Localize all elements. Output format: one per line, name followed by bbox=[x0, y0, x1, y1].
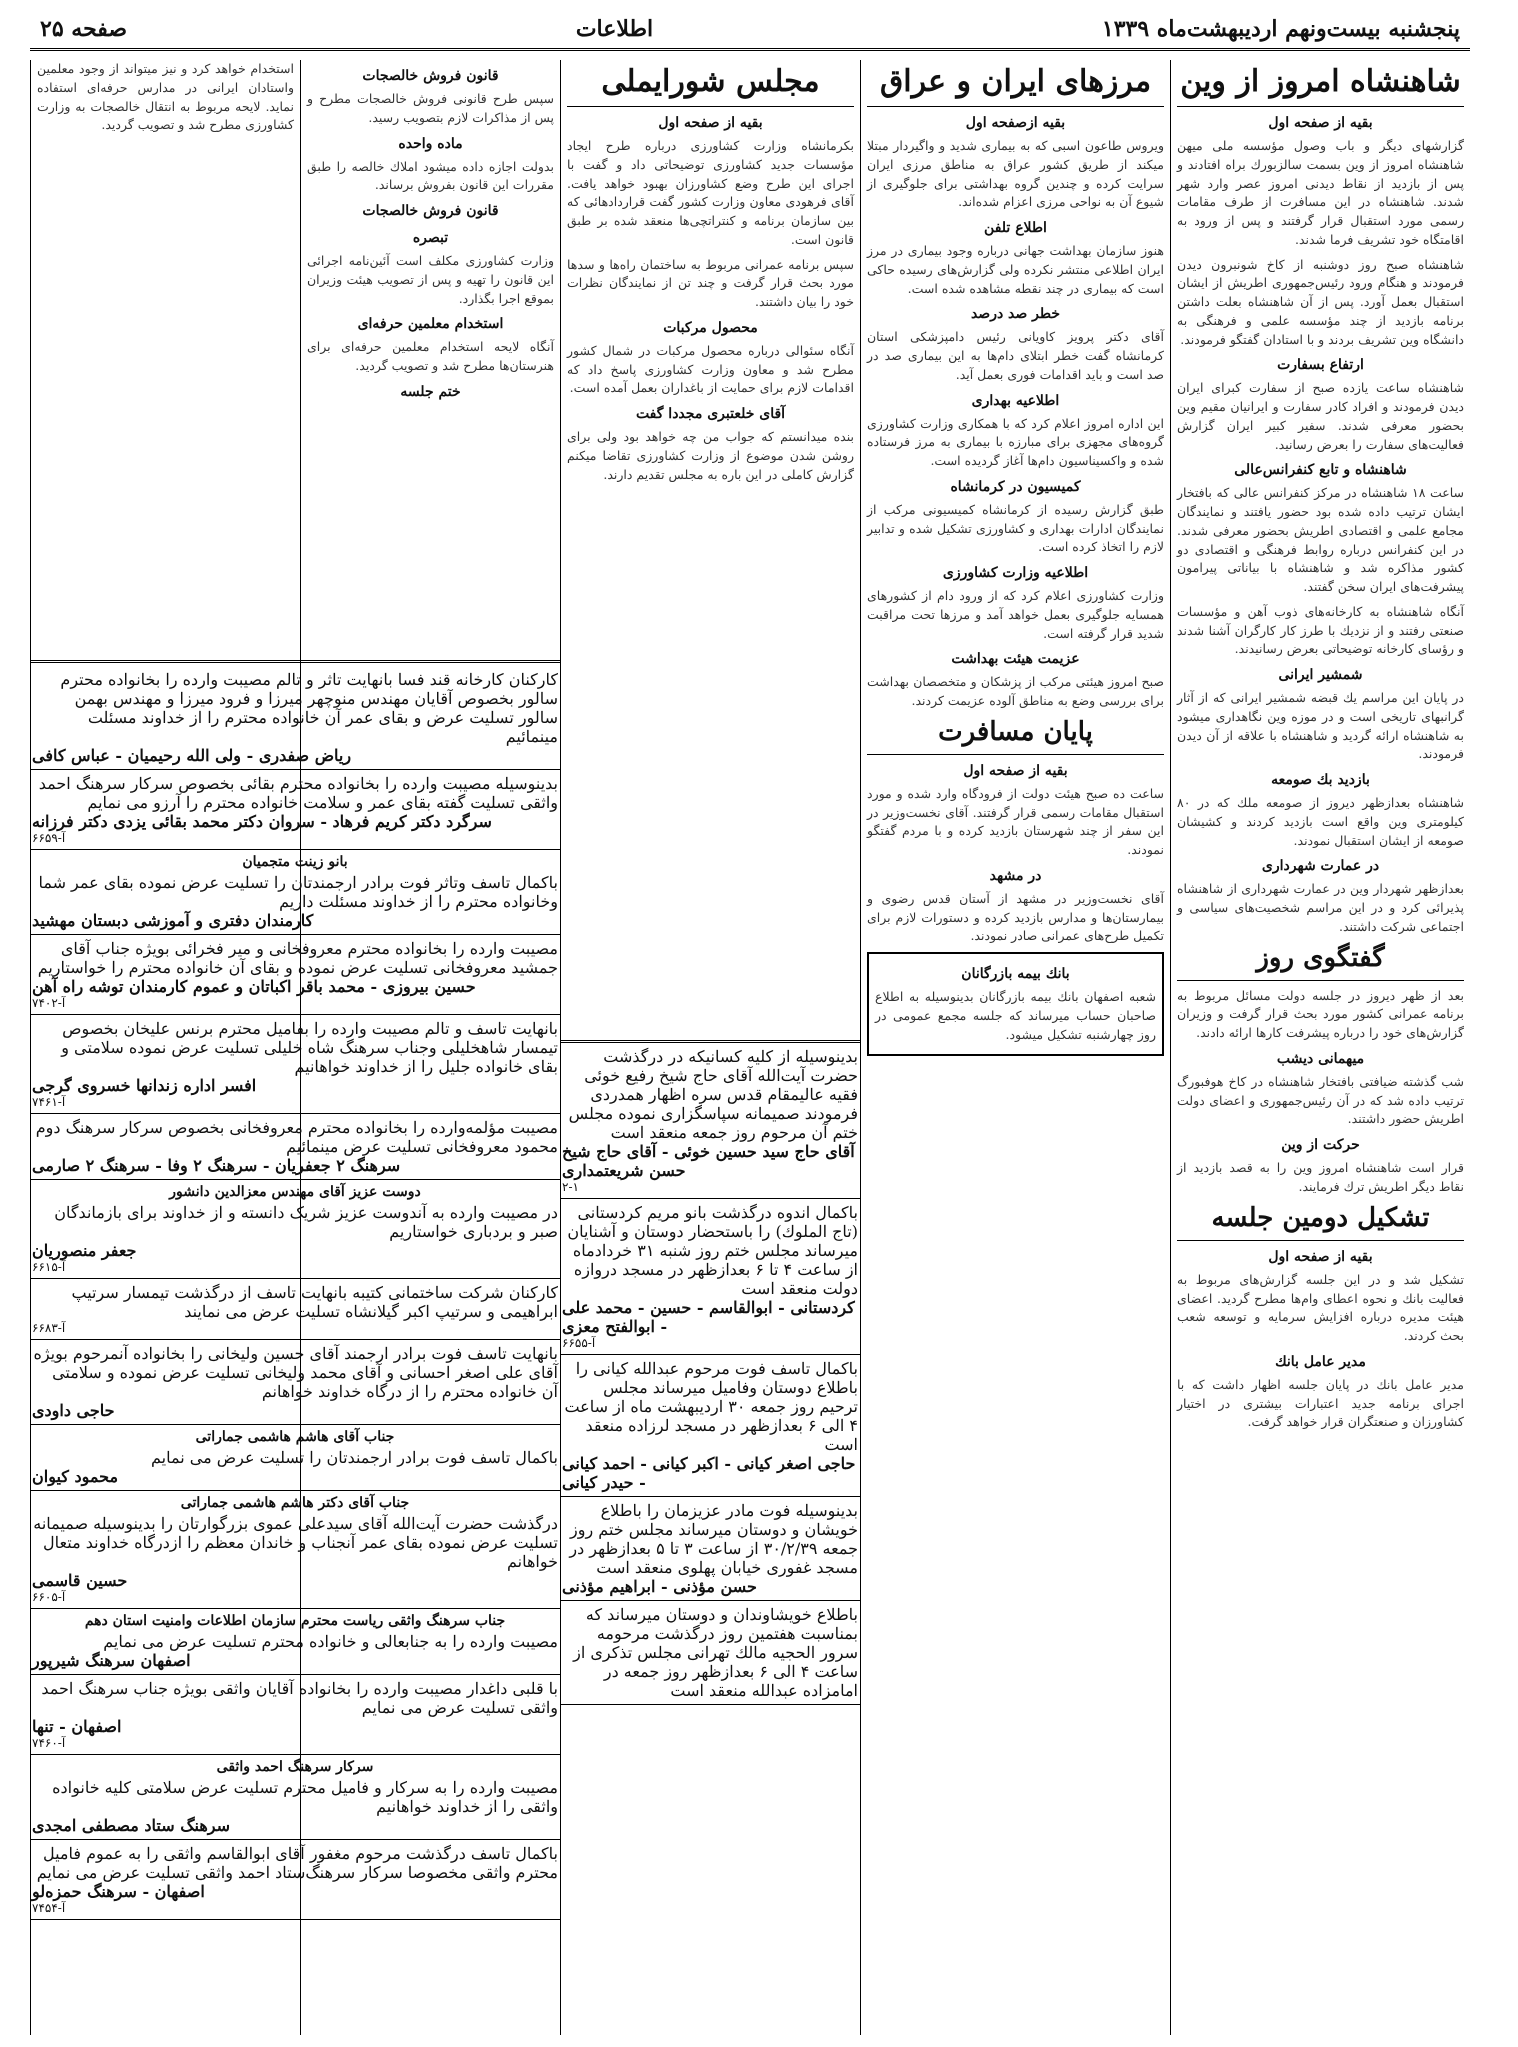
notice: کارکنان کارخانه قند فسا بانهایت تاثر و تالم مصیبت وارده را بخانواده محترم سالور بخصوص آقایان مهندس منوچهر میرزا و فرود میرزا و مهندس بهمن سالور تسلیت عرض و بقای عمر آن خانواده محترم را از خداوند مسئلت مینمائیم ریاض صفدری - ولی الله رحیمیان - عباس کافی bbox=[30, 663, 560, 770]
subhead: مدیر عامل بانك bbox=[1275, 1353, 1366, 1370]
masthead bbox=[30, 10, 1470, 51]
subhead: بقیه از صفحه اول bbox=[963, 762, 1068, 779]
article-text: سپس طرح قانونی فروش خالصجات مطرح و پس از مذاکرات لازم بتصویب رسید. bbox=[307, 91, 554, 125]
article-text: بدولت اجازه داده میشود املاك خالصه را طبق مقررات این قانون بفروش برساند. bbox=[307, 158, 554, 193]
article-text: در پایان این مراسم یك قبضه شمشیر ایرانی که از آثار گرانبهای تاریخی است و در موزه وین نگاهداری میشود به شاهنشاه ارائه گردید و شاهنشاه با علاقه از آن دیدن فرمودند. bbox=[1177, 690, 1464, 762]
article-text: آنگاه لایحه استخدام معلمین حرفه‌ای برای هنرستان‌ها مطرح شد و تصویب گردید. bbox=[307, 339, 554, 373]
subhead: ختم جلسه bbox=[400, 383, 461, 400]
article-text: تشکیل شد و در این جلسه گزارش‌های مربوط به فعالیت بانك و نحوه اعطای وام‌ها مطرح گردید. اعضای هیئت مدیره درباره افزایش سرمایه و توسعه شعب بحث کردند. bbox=[1177, 1271, 1464, 1344]
article-text: آنگاه شاهنشاه به کارخانه‌های ذوب آهن و مؤسسات صنعتی رفتند و از نزدیك با طرز کار کارگران آشنا شدند و رؤسای کارخانه توضیحاتی بعرض رسانیدند. bbox=[1177, 603, 1464, 657]
notice: جناب سرهنگ واثقی ریاست محترم سازمان اطلاعات وامنیت استان دهم مصیبت وارده را به جنابعالی و خانواده محترم تسلیت عرض می نمایم اصفهان سرهنگ شیرپور bbox=[30, 1609, 560, 1675]
article-text: بکرمانشاه وزارت کشاورزی درباره طرح ایجاد مؤسسات جدید کشاورزی توضیحاتی داد و گفت با اجرای این طرح وضع کشاورزان بهبود خواهد یافت. آقای فرهودی معاون وزارت کشور گفت قراردادهائی که بین سازمان برنامه و کنتراتچی‌ها منعقد شده بر طبق قانون است. bbox=[567, 138, 854, 247]
newspaper-page bbox=[30, 60, 1470, 2035]
article-text: شاهنشاه صبح روز دوشنبه از کاخ شونبرون دیدن فرمودند و هنگام ورود رئیس‌جمهوری اطریش از ایشان استقبال بعمل آورد. پس از آن شاهنشاه بعلت داشتن برنامه بازدید از چند مؤسسه علمی و فرهنگی به دانشگاه وین تشریف بردند و با استادان گفتگو فرمودند. bbox=[1177, 256, 1464, 347]
subhead: شمشیر ایرانی bbox=[1278, 667, 1363, 683]
ad-title: بانك بیمه بازرگانان bbox=[961, 966, 1070, 983]
article-text: استخدام خواهد کرد و نیز میتواند از وجود معلمین واستادان ایرانی در مدارس حرفه‌ای استفاده نماید. لایحه مربوط به انتقال خالصجات به وزارت کشاورزی مطرح شد و تصویب گردید. bbox=[37, 61, 294, 133]
notice: بدینوسیله از کلیه کسانیکه در درگذشت حضرت آیت‌الله آقای حاج شیخ رفیع خوئی فقیه عالیمقام قدس سره اظهار همدردی فرمودند صمیمانه سپاسگزاری نموده مجلس ختم آن مرحوم روز جمعه منعقد است آقای حاج سید حسین خوئی - آقای حاج شیخ حسن شریعتمداری ۲-۱ bbox=[560, 1043, 860, 1199]
subhead: بقیه از صفحه اول bbox=[1268, 115, 1373, 131]
notice: جناب آقای هاشم هاشمی جماراتی باکمال تاسف فوت برادر ارجمندتان را تسلیت عرض می نمایم محمود کیوان bbox=[30, 1425, 560, 1491]
subhead: در مشهد bbox=[989, 867, 1042, 884]
subhead: اطلاع تلفن bbox=[984, 220, 1047, 236]
subhead: آقای خلعتبری مجددا گفت bbox=[635, 406, 786, 422]
notice: بانو زینت متجمیان باکمال تاسف وتاثر فوت برادر ارجمندتان را تسلیت عرض نموده بقای عمر شما وخانواده محترم را از خداوند مسئلت داریم کارمندان دفتری و آموزشی دبستان مهشید bbox=[30, 850, 560, 935]
notice: باطلاع خویشاوندان و دوستان میرساند که بمناسبت هفتمین روز درگذشت مرحومه سرور الحجیه مالك تهرانی مجلس تذکری از ساعت ۴ الی ۶ بعدازظهر روز جمعه در امامزاده عبدالله منعقد است bbox=[560, 1601, 860, 1705]
article-text: بعد از ظهر دیروز در جلسه دولت مسائل مربوط به برنامه عمرانی کشور مورد بحث قرار گرفت و وزیران گزارش‌های خود را درباره پیشرفت کارها ارائه دادند. bbox=[1177, 987, 1464, 1041]
advertisement-box bbox=[867, 952, 1164, 1056]
headline-goftegoo: گفتگوی روز bbox=[1177, 943, 1464, 981]
subhead: بقیه ازصفحه اول bbox=[965, 115, 1066, 131]
subhead: اطلاعیه وزارت کشاورزی bbox=[942, 565, 1089, 581]
subhead: بقیه از صفحه اول bbox=[1268, 1248, 1373, 1265]
article-text: وزارت کشاورزی مکلف است آئین‌نامه اجرائی این قانون را تهیه و پس از تصویب هیئت وزیران بموقع اجرا بگذارد. bbox=[307, 253, 554, 306]
column-shahanshah bbox=[1170, 60, 1470, 2035]
notice: باکمال اندوه درگذشت بانو مریم کردستانی (تاج الملوك) را باستحضار دوستان و آشنایان میرساند مجلس ختم روز شنبه ۳۱ خردادماه از ساعت ۴ تا ۶ بعدازظهر در مسجد دروازه دولت منعقد است کردستانی - ابوالقاسم - حسین - محمد علی - ابوالفتح معزی آ-۶۶۵۵ bbox=[560, 1199, 860, 1355]
subhead: خطر صد درصد bbox=[970, 306, 1061, 323]
headline-payan-mosaferat: پایان مسافرت bbox=[867, 717, 1164, 755]
notice: بانهایت تاسف و تالم مصیبت وارده را بفامیل محترم برنس علیخان بخصوص تیمسار شاهخلیلی وجناب سرهنگ شاه خلیلی تسلیت عرض نموده سلامتی و بقای خانواده جلیل را از خداوند خواهانیم افسر اداره زندانها خسروی گرجی آ-۷۴۶۱ bbox=[30, 1015, 560, 1114]
subhead: بازدید بك صومعه bbox=[1271, 772, 1370, 788]
article-text: سپس برنامه عمرانی مربوط به ساختمان راه‌ها و سدها مورد بحث قرار گرفت و چند تن از نمایندگان نظرات خود را بیان داشتند. bbox=[567, 256, 854, 309]
notice: کارکنان شرکت ساختمانی کتیبه بانهایت تاسف از درگذشت تیمسار سرتیپ ابراهیمی و سرتیپ اکبر گیلانشاه تسلیت عرض می نمایند آ-۶۶۸۳ bbox=[30, 1279, 560, 1340]
subhead: اطلاعیه بهداری bbox=[971, 392, 1060, 409]
article-text: ویروس طاعون اسبی که به بیماری شدید و واگیردار مبتلا میکند از طریق کشور عراق به مناطق مرزی ایران سرایت کرده و چندین گروه بهداشتی برای جلوگیری از شیوع آن به نواحی مرزی اعزام شده‌اند. bbox=[867, 138, 1164, 210]
headline-jalase: تشکیل دومین جلسه bbox=[1177, 1203, 1464, 1241]
headline-marzha: مرزهای ایران و عراق bbox=[867, 64, 1164, 107]
subhead: تبصره bbox=[412, 230, 449, 246]
article-text: آقای نخست‌وزیر در مشهد از آستان قدس رضوی و بیمارستان‌ها و مدارس بازدید کرده و دستورات لازم برای تکمیل طرح‌های عمرانی صادر نمودند. bbox=[867, 890, 1164, 944]
notice: بدینوسیله مصیبت وارده را بخانواده محترم بقائی بخصوص سرکار سرهنگ احمد واثقی تسلیت گفته بقای عمر و سلامت خانواده محترم را آرزو می نمایم سرگرد دکتر کریم فرهاد - سروان دکتر محمد بقائی یزدی دکتر فرزانه آ-۶۶۵۹ bbox=[30, 770, 560, 850]
issue-date: پنجشنبه بیست‌ونهم اردیبهشت‌ماه ۱۳۳۹ bbox=[1101, 16, 1460, 42]
subhead: کمیسیون در کرمانشاه bbox=[950, 478, 1081, 495]
notice: بدینوسیله فوت مادر عزیزمان را باطلاع خویشان و دوستان میرساند مجلس ختم روز جمعه ۳۰/۲/۳۹ از ساعت ۳ تا ۵ بعدازظهر در مسجد غفوری خیابان پهلوی منعقد است حسن مؤذنی - ابراهیم مؤذنی bbox=[560, 1497, 860, 1601]
notice: مصیبت مؤلمه‌وارده را بخانواده محترم معروفخانی بخصوص سرکار سرهنگ دوم محمود معروفخانی تسلیت عرض مینمائیم سرهنگ ۲ جعفریان - سرهنگ ۲ وفا - سرهنگ ۲ صارمی bbox=[30, 1114, 560, 1180]
article-text: بعدازظهر شهردار وین در عمارت شهرداری از شاهنشاه پذیرائی کرد و در این مراسم شخصیت‌های سیاسی و اجتماعی شرکت داشتند. bbox=[1177, 881, 1464, 934]
subhead: عزیمت هیئت بهداشت bbox=[951, 651, 1080, 668]
article-text: ساعت ۱۸ شاهنشاه در مرکز کنفرانس عالی که بافتخار ایشان ترتیب داده شده بود حضور یافتند و نمایندگان مجامع علمی و اقتصادی اطریش بحضور معرفی شدند. در این کنفرانس درباره روابط فرهنگی و اقتصادی دو کشور مذاکره شد و شاهنشاه با بیاناتی پیرامون پیشرفت‌های ایران سخن گفتند. bbox=[1177, 485, 1464, 594]
subhead: شاهنشاه و تابع کنفرانس‌عالی bbox=[1234, 462, 1407, 479]
headline-majlis: مجلس شورایملی bbox=[567, 64, 854, 107]
article-text: وزارت کشاورزی اعلام کرد که از ورود دام از کشورهای همسایه جلوگیری بعمل خواهد آمد و مرزها تحت مراقبت شدید قرار گرفته است. bbox=[867, 588, 1164, 641]
headline-shahanshah: شاهنشاه امروز از وین bbox=[1177, 64, 1464, 107]
subhead: در عمارت شهرداری bbox=[1261, 858, 1380, 875]
subhead: بقیه از صفحه اول bbox=[658, 115, 763, 131]
notice: مصیبت وارده را بخانواده محترم معروفخانی و میر فخرائی بویژه جناب آقای جمشید معروفخانی تسلیت عرض نموده و بقای آن خانواده محترم را خواستاریم حسین بیروزی - محمد باقر اکباتان و عموم کارمندان توشه راه آهن آ-۷۴۰۲ bbox=[30, 935, 560, 1015]
article-text: قرار است شاهنشاه امروز وین را به قصد بازدید از نقاط دیگر اطریش ترك فرمایند. bbox=[1177, 1160, 1464, 1194]
notice: سرکار سرهنگ احمد واثقی مصیبت وارده را به سرکار و فامیل محترم تسلیت عرض سلامتی کلیه خانواده واثقی را از خداوند خواهانیم سرهنگ ستاد مصطفی امجدی bbox=[30, 1755, 560, 1840]
subhead: استخدام معلمین حرفه‌ای bbox=[357, 316, 504, 333]
article-text: آنگاه سئوالی درباره محصول مرکبات در شمال کشور مطرح شد و معاون وزارت کشاورزی پاسخ داد که اقدامات لازم برای حمایت از باغداران بعمل آمده است. bbox=[567, 342, 854, 396]
article-text: شاهنشاه بعدازظهر دیروز از صومعه ملك که در ۸۰ کیلومتری وین واقع است بازدید کردند و کشیشان صومعه از ایشان استقبال نمودند. bbox=[1177, 795, 1464, 848]
notice: بانهایت تاسف فوت برادر ارجمند آقای حسین ولیخانی را بخانواده آنمرحوم بویژه آقای علی اصغر احسانی و آقای محمد ولیخانی تسلیت عرض نموده و سلامتی آن خانواده محترم را از درگاه خداوند خواهانم حاجی داودی bbox=[30, 1340, 560, 1425]
notice: باکمال تاسف فوت مرحوم عبدالله کیانی را باطلاع دوستان وفامیل میرساند مجلس ترحیم روز جمعه ۳۰ اردیبهشت ماه از ساعت ۴ الی ۶ بعدازظهر در مسجد لرزاده منعقد است حاجی اصغر کیانی - اکبر کیانی - احمد کیانی - حیدر کیانی bbox=[560, 1355, 860, 1497]
page-number: صفحه ۲۵ bbox=[40, 16, 128, 42]
ad-text: شعبه اصفهان بانك بیمه بازرگانان بدینوسیله به اطلاع صاحبان حساب میرساند که جلسه مجمع عمومی در روز چهارشنبه تشکیل میشود. bbox=[875, 989, 1156, 1042]
notice: دوست عزیز آقای مهندس معزالدین دانشور در مصیبت وارده به آندوست عزیز شریک دانسته و از خداوند برای بازماندگان صبر و بردباری خواستاریم جعفر منصوریان آ-۶۶۱۵ bbox=[30, 1180, 560, 1279]
article-text: بنده میدانستم که جواب من چه خواهد بود ولی برای روشن شدن موضوع از وزارت کشاورزی تقاضا میکنم گزارش کاملی در این باره به مجلس تقدیم دارند. bbox=[567, 429, 854, 482]
subhead: ماده واحده bbox=[398, 135, 463, 152]
article-text: گزارشهای دیگر و باب وصول مؤسسه ملی میهن شاهنشاه امروز از وین بسمت سالزبورك براه افتادند و پس از بازدید از نقاط دیدنی امروز عصر وارد شهر شدند. شاهنشاه در این مسافرت از طرف مقامات رسمی مورد استقبال قرار گرفتند و پس از ورود به اقامتگاه خود تشریف فرما شدند. bbox=[1177, 138, 1464, 247]
subhead: قانون فروش خالصجات bbox=[362, 203, 499, 219]
article-text: هنوز سازمان بهداشت جهانی درباره وجود بیماری در مرز ایران اطلاعی منتشر نکرده ولی گزارش‌های رسیده حاکی است که بیماری در چند نقطه مشاهده شده است. bbox=[867, 243, 1164, 296]
subhead: ارتفاع بسفارت bbox=[1277, 357, 1364, 374]
subhead: میهمانی دیشب bbox=[1276, 1050, 1365, 1067]
subhead: حرکت از وین bbox=[1281, 1137, 1360, 1154]
article-text: طبق گزارش رسیده از کرمانشاه کمیسیونی مرکب از نمایندگان ادارات بهداری و کشاورزی تشکیل شده و تدابیر لازم را اتخاذ کرده است. bbox=[867, 501, 1164, 555]
notices-center-area bbox=[560, 1040, 860, 2038]
article-text: مدیر عامل بانك در پایان جلسه اظهار داشت که با اجرای برنامه جدید اعتبارات بیشتری در اختیار کشاورزان و صنعتگران قرار خواهد گرفت. bbox=[1177, 1376, 1464, 1430]
subhead: محصول مرکبات bbox=[663, 319, 758, 336]
notice: باکمال تاسف درگذشت مرحوم مغفور آقای ابوالقاسم واثقی را به عموم فامیل محترم واثقی مخصوصا سرکار سرهنگ‌ستاد احمد واثقی تسلیت عرض می نمایم اصفهان - سرهنگ حمزه‌لو آ-۷۴۵۴ bbox=[30, 1840, 560, 1920]
notices-area bbox=[30, 660, 560, 2038]
article-text: شاهنشاه ساعت یازده صبح از سفارت کبرای ایران دیدن فرمودند و افراد کادر سفارت و ایرانیان مقیم وین بحضور معرفی شدند. سفیر کبیر ایران گزارش فعالیت‌های سفارت را بعرض رسانید. bbox=[1177, 380, 1464, 452]
paper-name: اطلاعات bbox=[575, 16, 654, 42]
notice: جناب آقای دکتر هاشم هاشمی جماراتی درگذشت حضرت آیت‌الله آقای سیدعلی عموی بزرگوارتان را بدینوسیله صمیمانه تسلیت عرض نموده بقای عمر آنجناب و خاندان معظم را ازدرگاه خداوند متعال خواهانم حسین قاسمی آ-۶۶۰۵ bbox=[30, 1491, 560, 1609]
article-text: ساعت ده صبح هیئت دولت از فرودگاه وارد شده و مورد استقبال مقامات رسمی قرار گرفتند. آقای نخست‌وزیر در این سفر از چند شهرستان بازدید کرده و با مردم گفتگو نمودند. bbox=[867, 785, 1164, 858]
column-marzha bbox=[860, 60, 1170, 2035]
article-text: آقای دکتر پرویز کاویانی رئیس دامپزشکی استان کرمانشاه گفت خطر ابتلای دام‌ها به این بیماری صد در صد است و باید اقدامات فوری بعمل آید. bbox=[867, 329, 1164, 382]
article-text: شب گذشته ضیافتی بافتخار شاهنشاه در کاخ هوفبورگ ترتیب داده شد که در آن رئیس‌جمهوری و اعضای دولت اطریش حضور داشتند. bbox=[1177, 1073, 1464, 1127]
article-text: صبح امروز هیئتی مرکب از پزشکان و متخصصان بهداشت برای بررسی وضع به مناطق آلوده عزیمت کردند. bbox=[867, 674, 1164, 708]
article-text: این اداره امروز اعلام کرد که با همکاری وزارت کشاورزی گروه‌های مجهزی برای مبارزه با بیماری به مرز فرستاده شده و واکسیناسیون دام‌ها آغاز گردیده است. bbox=[867, 415, 1164, 468]
subhead: قانون فروش خالصجات bbox=[362, 68, 499, 84]
notice: با قلبی داغدار مصیبت وارده را بخانواده آقایان واثقی بویژه جناب سرهنگ احمد واثقی تسلیت عرض می نمایم اصفهان - تنها آ-۷۴۶۰ bbox=[30, 1675, 560, 1755]
